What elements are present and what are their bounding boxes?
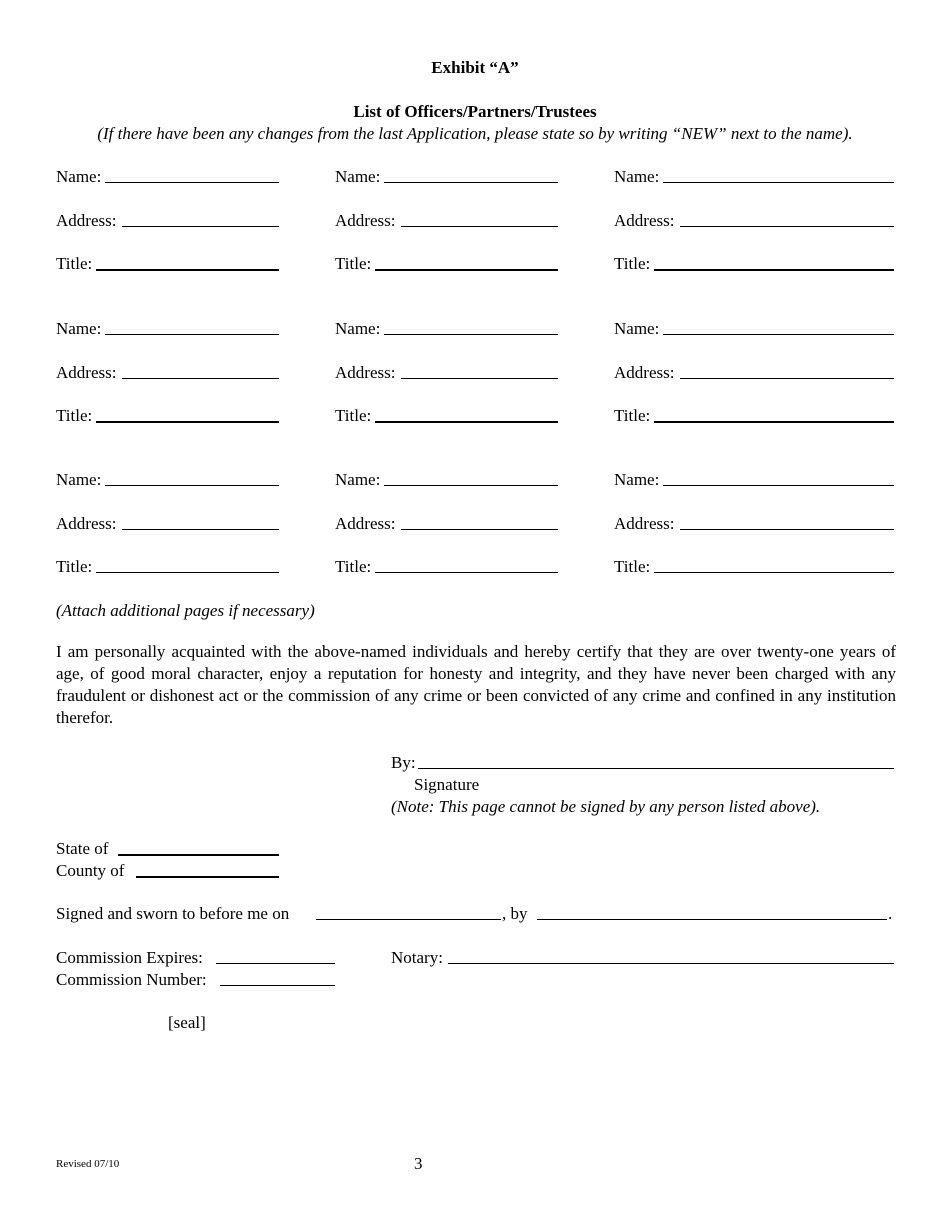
seal-placeholder: [seal] [168, 1013, 206, 1032]
officer-title-label: Title: [56, 557, 93, 576]
officer-address-field[interactable] [122, 529, 279, 530]
officer-title-field[interactable] [654, 421, 894, 423]
officer-title-field[interactable] [96, 269, 279, 271]
officer-title-label: Title: [56, 254, 93, 273]
commission-expires-field[interactable] [216, 963, 335, 964]
officer-name-field[interactable] [105, 485, 279, 486]
commission-number-label: Commission Number: [56, 970, 207, 989]
officer-name-field[interactable] [105, 182, 279, 183]
county-field[interactable] [136, 876, 279, 878]
officer-address-field[interactable] [122, 226, 279, 227]
officer-address-field[interactable] [401, 226, 558, 227]
officer-address-label: Address: [614, 211, 675, 230]
state-field[interactable] [118, 854, 279, 856]
officer-address-label: Address: [614, 514, 675, 533]
officer-title-label: Title: [614, 406, 651, 425]
signature-note: (Note: This page cannot be signed by any person listed above). [391, 797, 821, 816]
sworn-date-field[interactable] [316, 919, 501, 920]
officer-address-label: Address: [335, 514, 396, 533]
officer-name-field[interactable] [663, 334, 894, 335]
officer-title-field[interactable] [375, 421, 558, 423]
commission-number-field[interactable] [220, 985, 335, 986]
officer-address-label: Address: [56, 514, 117, 533]
officer-title-label: Title: [335, 557, 372, 576]
officer-name-label: Name: [335, 167, 381, 186]
officer-address-label: Address: [614, 363, 675, 382]
sworn-end-period: . [888, 904, 893, 923]
officer-name-field[interactable] [384, 334, 558, 335]
list-title: List of Officers/Partners/Trustees [353, 102, 597, 121]
sworn-by-field[interactable] [537, 919, 887, 920]
officer-name-label: Name: [56, 167, 102, 186]
officer-name-label: Name: [56, 319, 102, 338]
officer-address-field[interactable] [401, 529, 558, 530]
notary-field[interactable] [448, 963, 894, 964]
officer-name-field[interactable] [663, 182, 894, 183]
sworn-prefix: Signed and sworn to before me on [56, 904, 290, 923]
officer-address-field[interactable] [401, 378, 558, 379]
officer-title-field[interactable] [96, 572, 279, 573]
officer-title-field[interactable] [654, 269, 894, 271]
officer-title-label: Title: [335, 406, 372, 425]
officer-title-field[interactable] [375, 269, 558, 271]
instruction-note: (If there have been any changes from the last Application, please state so by writing “NEW” next to the name). [97, 124, 853, 143]
county-label: County of [56, 861, 125, 880]
officer-name-label: Name: [335, 319, 381, 338]
attach-note: (Attach additional pages if necessary) [56, 601, 315, 620]
officer-title-field[interactable] [375, 572, 558, 573]
officer-title-field[interactable] [96, 421, 279, 423]
officer-address-field[interactable] [680, 378, 894, 379]
officer-title-label: Title: [614, 254, 651, 273]
officer-name-label: Name: [614, 167, 660, 186]
commission-expires-label: Commission Expires: [56, 948, 203, 967]
officer-title-label: Title: [614, 557, 651, 576]
certification-text: I am personally acquainted with the above-named individuals and hereby certify that they are over twenty-one years of age, of good moral character, enjoy a reputation for honesty and integrity, and they have never been charged with any fraudulent or dishonest act or the commission of any crime or been convicted of any crime and confined in any institution therefor. [56, 642, 896, 727]
revised-date: Revised 07/10 [56, 1158, 120, 1170]
officer-name-field[interactable] [663, 485, 894, 486]
officer-name-field[interactable] [105, 334, 279, 335]
officer-name-label: Name: [56, 470, 102, 489]
sworn-by-label: , by [502, 904, 528, 923]
officer-title-label: Title: [335, 254, 372, 273]
officer-name-field[interactable] [384, 182, 558, 183]
officer-name-field[interactable] [384, 485, 558, 486]
officer-address-field[interactable] [680, 226, 894, 227]
page-number: 3 [414, 1154, 423, 1173]
officer-address-label: Address: [56, 363, 117, 382]
notary-label: Notary: [391, 948, 443, 967]
officer-address-field[interactable] [122, 378, 279, 379]
officer-address-field[interactable] [680, 529, 894, 530]
state-label: State of [56, 839, 109, 858]
officer-address-label: Address: [335, 363, 396, 382]
officer-name-label: Name: [614, 470, 660, 489]
signature-label: Signature [414, 775, 480, 794]
officer-title-label: Title: [56, 406, 93, 425]
officer-address-label: Address: [335, 211, 396, 230]
officer-name-label: Name: [614, 319, 660, 338]
officer-address-label: Address: [56, 211, 117, 230]
exhibit-title: Exhibit “A” [431, 58, 519, 77]
signature-line[interactable] [418, 768, 894, 769]
officer-name-label: Name: [335, 470, 381, 489]
by-label: By: [391, 753, 416, 772]
officer-title-field[interactable] [654, 572, 894, 573]
